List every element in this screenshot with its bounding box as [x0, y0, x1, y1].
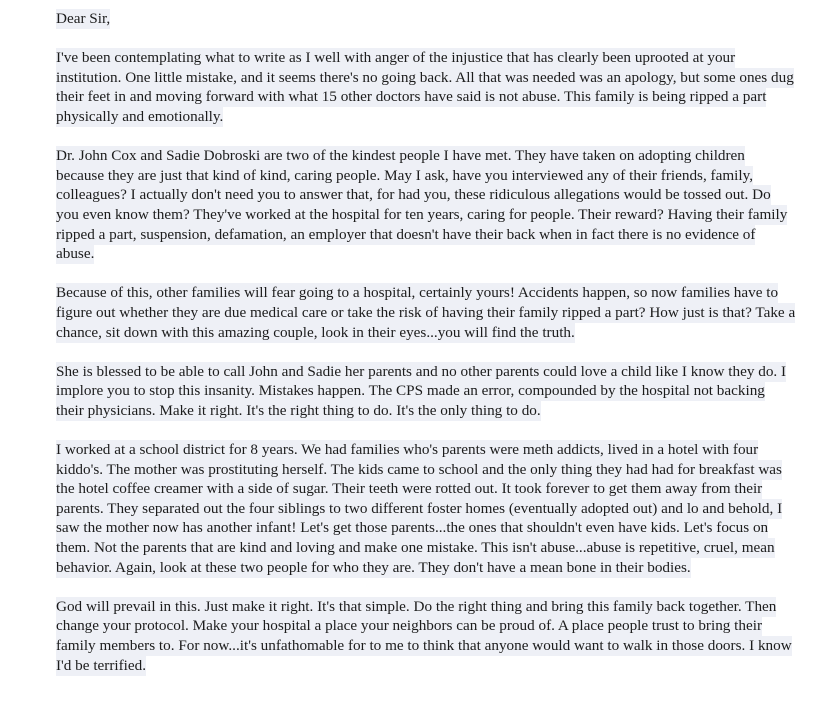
- letter-body: [56, 0, 796, 675]
- paragraph-text: She is blessed to be able to call John and Sadie her parents and no other parents could love a child like I know they do. I implore you to stop this insanity. Mistakes happen. The CPS made an error, compounded by the hospital not backing their physicians. Make it right. It's the right thing to do. It's the only thing to do.: [56, 362, 787, 419]
- paragraph-text: Dr. John Cox and Sadie Dobroski are two of the kindest people I have met. They have taken on adopting children because they are just that kind of kind, caring people. May I ask, have you interviewed any of their friends, family, colleagues? I actually don't need you to answer that, for had you, these ridiculous allegations would be tossed out. Do you even know them? They've worked at the hospital for ten years, caring for people. Their reward? Having their family ripped a part, suspension, defamation, an employer that doesn't have their back when in fact there is no evidence of abuse.: [56, 147, 788, 263]
- paragraph-text: God will prevail in this. Just make it right. It's that simple. Do the right thing and bring this family back together. Then change your protocol. Make your hospital a place your neighbors can be proud of. A place people trust to bring their family members to. For now...it's unfathomable for to me to think that anyone would want to walk in those doors. I know I'd be terrified.: [56, 597, 792, 674]
- paragraph-text: Because of this, other families will fear going to a hospital, certainly yours! Accidents happen, so now families have to figure out whether they are due medical care or take the risk of having their family ripped a part? How just is that? Take a chance, sit down with this amazing couple, look in their eyes...you will find the truth.: [56, 284, 796, 341]
- greeting-text: Dear Sir,: [56, 10, 111, 27]
- paragraph-3: [56, 283, 796, 342]
- paragraph-text: I've been contemplating what to write as I well with anger of the injustice that has clearly been uprooted at your institution. One little mistake, and it seems there's no going back. All that was needed was an apology, but some ones dug their feet in and moving forward with what 15 other doctors have said is not abuse. This family is being ripped a part physically and emotionally.: [56, 49, 794, 125]
- paragraph-text: I worked at a school district for 8 years. We had families who's parents were meth addicts, lived in a hotel with four kiddo's. The mother was prostituting herself. The kids came to school and the only thing they had had for breakfast was the hotel coffee creamer with a side of sugar. Their teeth were rotted out. It took forever to get them away from their parents. They separated out the four siblings to two different foster homes (eventually adopted out) and lo and behold, I saw the mother now has another infant! Let's get those parents...the ones that shouldn't even have kids. Let's focus on them. Not the parents that are kind and loving and make one mistake. This isn't abuse...abuse is repetitive, cruel, mean behavior. Again, look at these two people for who they are. They don't have a mean bone in their bodies.: [56, 441, 783, 576]
- letter-greeting: [56, 9, 796, 29]
- paragraph-2: [56, 146, 796, 264]
- paragraph-6: [56, 597, 796, 675]
- paragraph-1: [56, 48, 796, 126]
- paragraph-4: [56, 362, 796, 421]
- paragraph-5: [56, 440, 796, 577]
